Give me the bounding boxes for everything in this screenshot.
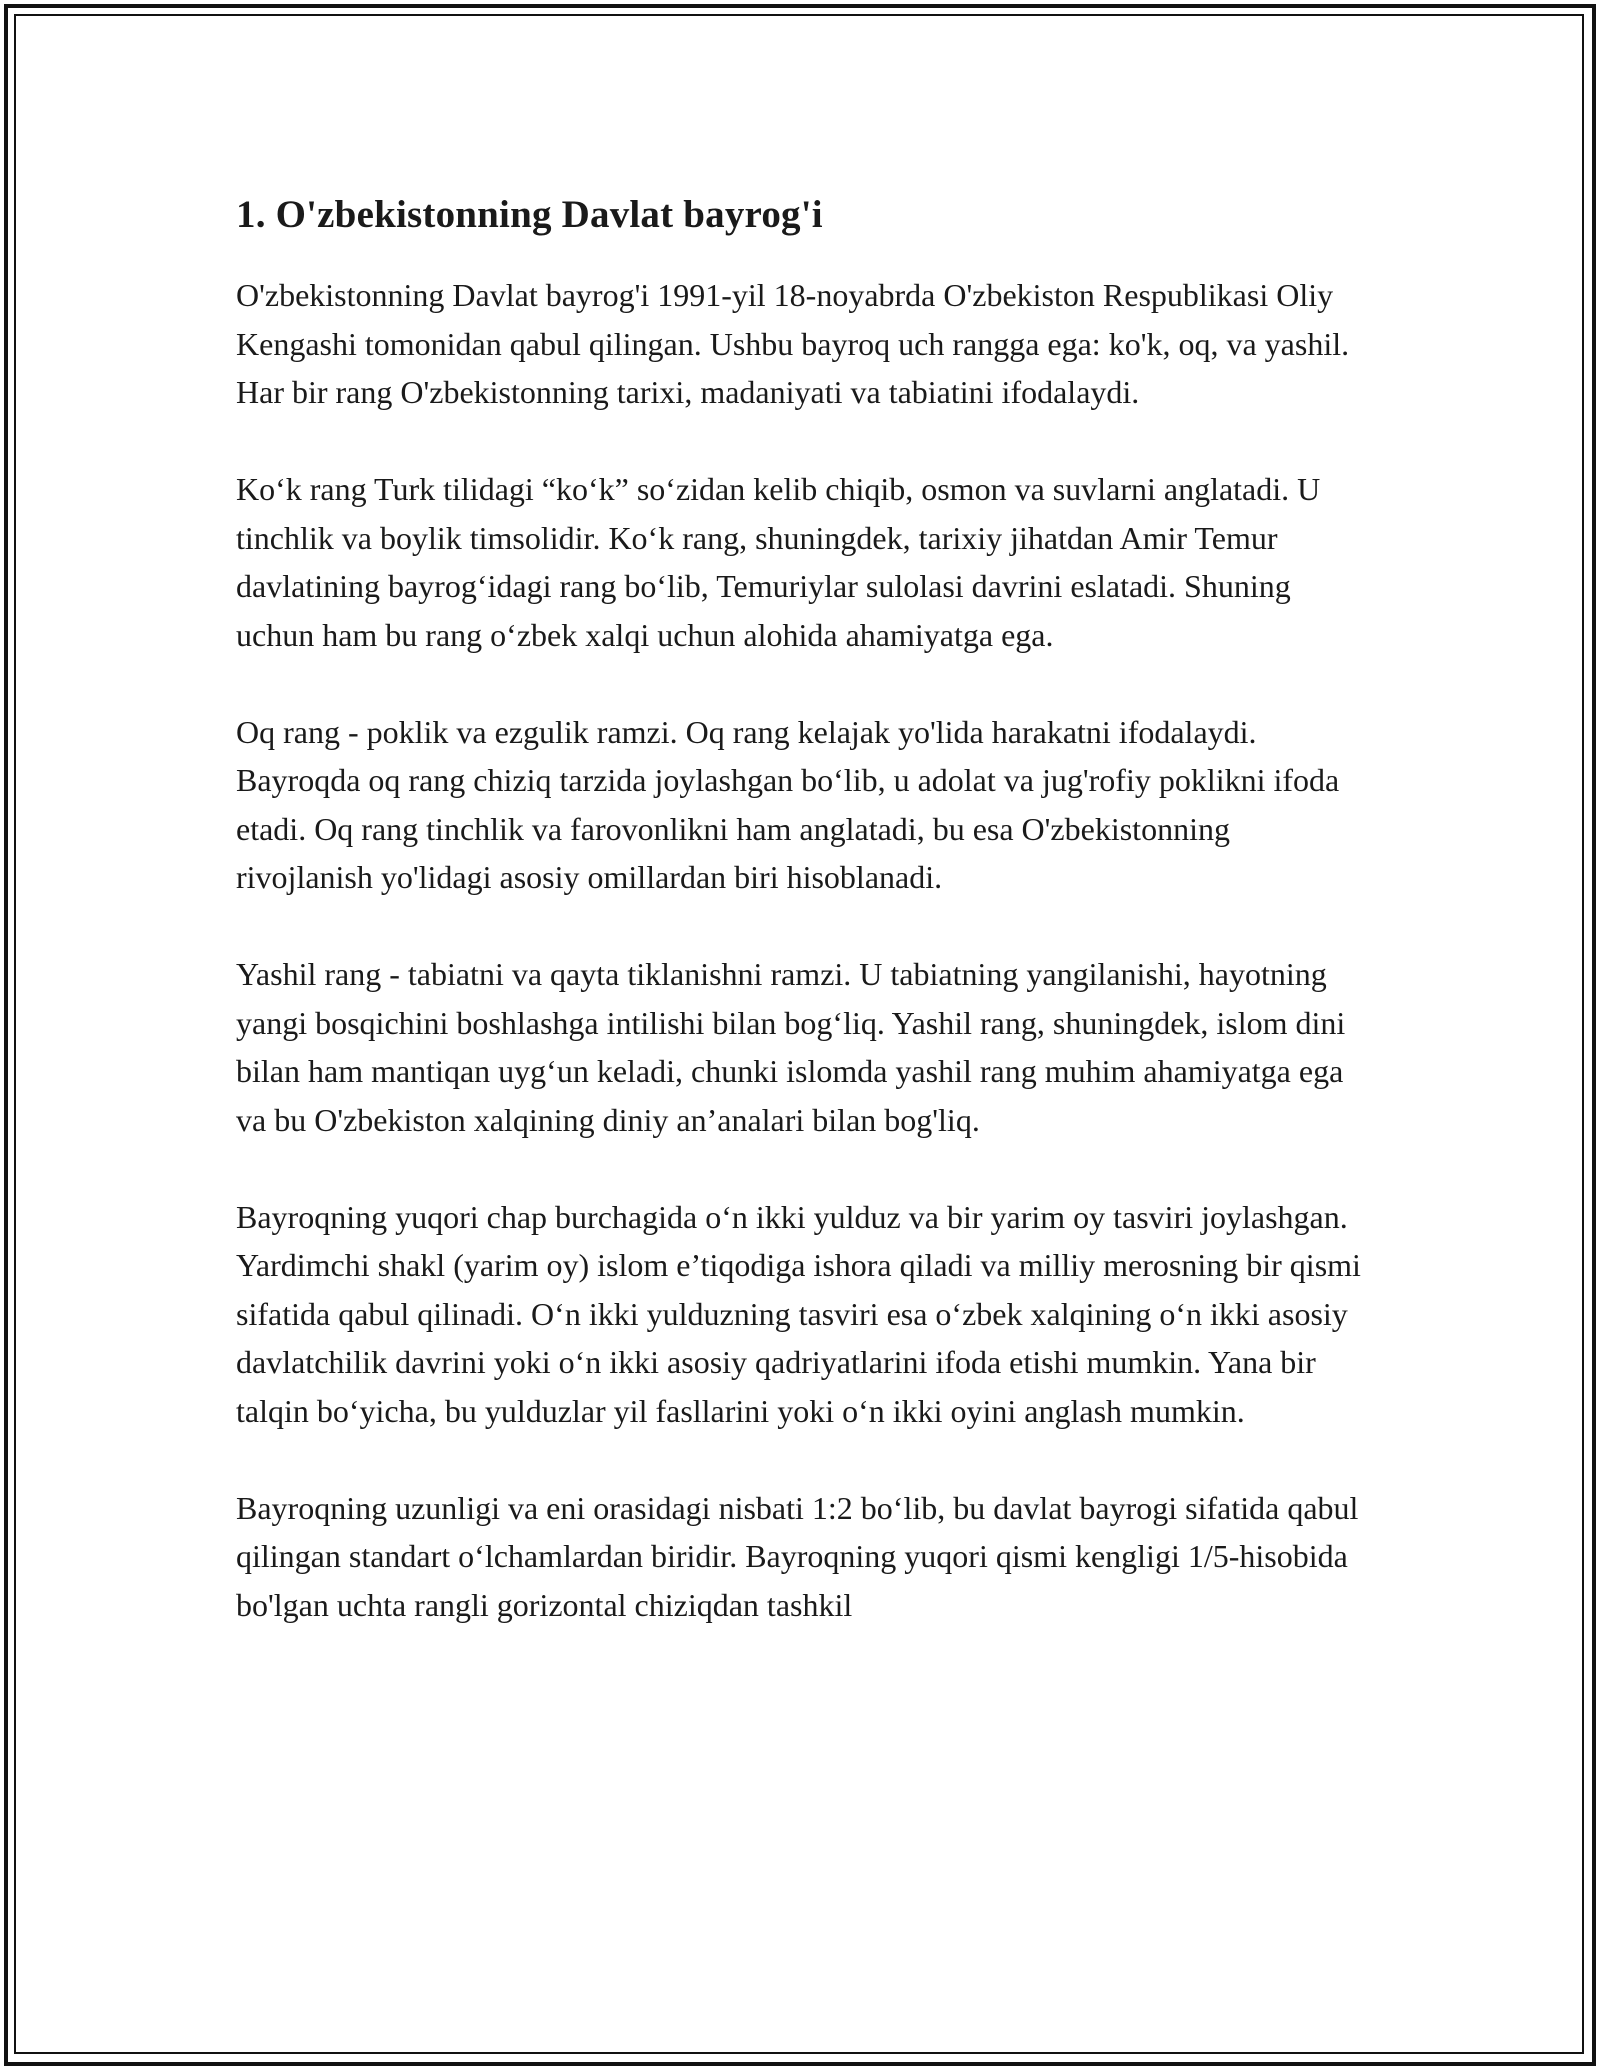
paragraph-intro: O'zbekistonning Davlat bayrog'i 1991-yil 18-noyabrda O'zbekiston Respublikasi Oliy Kengashi tomonidan qabul qilingan. Ushbu bayroq uch rangga ega: ko'k, oq, va yashil. Har bir rang O'zbekistonning tarixi, madaniyati va tabiatini ifodalaydi. [236, 277, 1350, 410]
paragraph-blue-color: Ko‘k rang Turk tilidagi “ko‘k” so‘zidan kelib chiqib, osmon va suvlarni anglatadi. U tinchlik va boylik timsolidir. Ko‘k rang, shuningdek, tarixiy jihatdan Amir Temur davlatining bayrog‘idagi rang bo‘lib, Temuriylar sulolasi davrini eslatadi. Shuning uchun ham bu rang o‘zbek xalqi uchun alohida ahamiyatga ega. [236, 471, 1321, 653]
paragraph-stars-crescent: Bayroqning yuqori chap burchagida o‘n ikki yulduz va bir yarim oy tasviri joylashgan. Yardimchi shakl (yarim oy) islom e’tiqodiga ishora qiladi va milliy merosning bir qismi sifatida qabul qilinadi. O‘n ikki yulduzning tasviri esa o‘zbek xalqining o‘n ikki asosiy davlatchilik davrini yoki o‘n ikki asosiy qadriyatlarini ifoda etishi mumkin. Yana bir talqin bo‘yicha, bu yulduzlar yil fasllarini yoki o‘n ikki oyini anglash mumkin. [236, 1198, 1361, 1429]
document-body [236, 185, 1366, 1678]
paragraph-white-color: Oq rang - poklik va ezgulik ramzi. Oq rang kelajak yo'lida harakatni ifodalaydi. Bayroqda oq rang chiziq tarzida joylashgan bo‘lib, u adolat va jug'rofiy poklikni ifoda etadi. Oq rang tinchlik va farovonlikni ham anglatadi, bu esa O'zbekistonning rivojlanish yo'lidagi asosiy omillardan biri hisoblanadi. [236, 713, 1340, 895]
section-heading: 1. O'zbekistonning Davlat bayrog'i [236, 193, 823, 236]
paragraph-green-color: Yashil rang - tabiatni va qayta tiklanishni ramzi. U tabiatning yangilanishi, hayotning yangi bosqichini boshlashga intilishi bilan bog‘liq. Yashil rang, shuningdek, islom dini bilan ham mantiqan uyg‘un keladi, chunki islomda yashil rang muhim ahamiyatga ega va bu O'zbekiston xalqining diniy an’analari bilan bog'liq. [236, 956, 1346, 1138]
paragraph-proportions: Bayroqning uzunligi va eni orasidagi nisbati 1:2 bo‘lib, bu davlat bayrogi sifatida qabul qilingan standart o‘lchamlardan biridir. Bayroqning yuqori qismi kengligi 1/5-hisobida bo'lgan uchta rangli gorizontal chiziqdan tashkil [236, 1489, 1359, 1623]
